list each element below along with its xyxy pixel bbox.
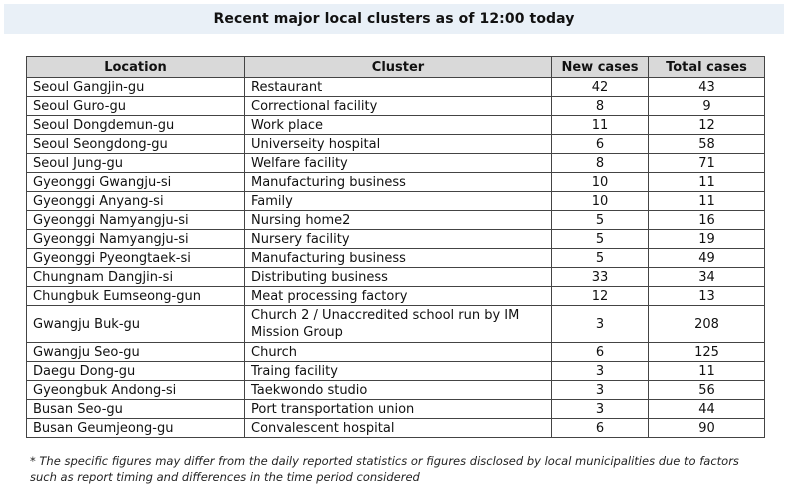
title-bar	[4, 4, 784, 34]
table-row	[27, 173, 765, 192]
cluster-cell: Meat processing factory	[245, 287, 552, 306]
location-cell: Busan Seo-gu	[27, 400, 245, 419]
new-cases-cell: 6	[552, 135, 649, 154]
cluster-cell: Work place	[245, 116, 552, 135]
new-cases-cell: 3	[552, 362, 649, 381]
table-row	[27, 381, 765, 400]
table-row	[27, 419, 765, 438]
new-cases-cell: 6	[552, 343, 649, 362]
cluster-cell: Correctional facility	[245, 97, 552, 116]
table-row	[27, 249, 765, 268]
header-cluster: Cluster	[245, 57, 552, 78]
location-cell: Seoul Guro-gu	[27, 97, 245, 116]
total-cases-cell: 12	[649, 116, 765, 135]
cluster-cell: Convalescent hospital	[245, 419, 552, 438]
table-row	[27, 287, 765, 306]
new-cases-cell: 6	[552, 419, 649, 438]
new-cases-cell: 42	[552, 78, 649, 97]
new-cases-cell: 5	[552, 230, 649, 249]
location-cell: Chungnam Dangjin-si	[27, 268, 245, 287]
total-cases-cell: 19	[649, 230, 765, 249]
location-cell: Seoul Seongdong-gu	[27, 135, 245, 154]
table-row	[27, 400, 765, 419]
location-cell: Gyeonggi Namyangju-si	[27, 230, 245, 249]
new-cases-cell: 12	[552, 287, 649, 306]
table-row	[27, 135, 765, 154]
new-cases-cell: 10	[552, 192, 649, 211]
cluster-cell: Distributing business	[245, 268, 552, 287]
total-cases-cell: 71	[649, 154, 765, 173]
page-title: Recent major local clusters as of 12:00 today	[213, 11, 575, 27]
header-new-cases: New cases	[552, 57, 649, 78]
total-cases-cell: 16	[649, 211, 765, 230]
total-cases-cell: 56	[649, 381, 765, 400]
cluster-cell: Manufacturing business	[245, 249, 552, 268]
total-cases-cell: 44	[649, 400, 765, 419]
cluster-cell: Restaurant	[245, 78, 552, 97]
table-row	[27, 116, 765, 135]
total-cases-cell: 49	[649, 249, 765, 268]
table-row	[27, 154, 765, 173]
table-row	[27, 268, 765, 287]
location-cell: Gyeongbuk Andong-si	[27, 381, 245, 400]
total-cases-cell: 11	[649, 173, 765, 192]
total-cases-cell: 125	[649, 343, 765, 362]
new-cases-cell: 8	[552, 154, 649, 173]
new-cases-cell: 33	[552, 268, 649, 287]
cluster-cell: Family	[245, 192, 552, 211]
table-row	[27, 343, 765, 362]
table-row	[27, 306, 765, 343]
new-cases-cell: 8	[552, 97, 649, 116]
location-cell: Seoul Dongdemun-gu	[27, 116, 245, 135]
location-cell: Gyeonggi Gwangju-si	[27, 173, 245, 192]
header-location: Location	[27, 57, 245, 78]
new-cases-cell: 3	[552, 381, 649, 400]
header-row	[27, 57, 765, 78]
location-cell: Gyeonggi Anyang-si	[27, 192, 245, 211]
cluster-cell: Traing facility	[245, 362, 552, 381]
header-total-cases: Total cases	[649, 57, 765, 78]
location-cell: Busan Geumjeong-gu	[27, 419, 245, 438]
table-row	[27, 362, 765, 381]
location-cell: Seoul Gangjin-gu	[27, 78, 245, 97]
total-cases-cell: 13	[649, 287, 765, 306]
new-cases-cell: 5	[552, 249, 649, 268]
location-cell: Chungbuk Eumseong-gun	[27, 287, 245, 306]
location-cell: Seoul Jung-gu	[27, 154, 245, 173]
new-cases-cell: 3	[552, 306, 649, 343]
total-cases-cell: 58	[649, 135, 765, 154]
cluster-cell: Manufacturing business	[245, 173, 552, 192]
location-cell: Daegu Dong-gu	[27, 362, 245, 381]
total-cases-cell: 11	[649, 192, 765, 211]
cluster-cell: Welfare facility	[245, 154, 552, 173]
cluster-cell: Port transportation union	[245, 400, 552, 419]
table-row	[27, 230, 765, 249]
total-cases-cell: 9	[649, 97, 765, 116]
footnote: * The specific figures may differ from the daily reported statistics or figures disclosed by local municipalities due to factors such as report timing and differences in the time period considered	[30, 454, 739, 484]
cluster-cell: Church	[245, 343, 552, 362]
table-row	[27, 78, 765, 97]
table-row	[27, 192, 765, 211]
clusters-table	[26, 56, 765, 438]
total-cases-cell: 11	[649, 362, 765, 381]
new-cases-cell: 10	[552, 173, 649, 192]
location-cell: Gyeonggi Pyeongtaek-si	[27, 249, 245, 268]
table-row	[27, 97, 765, 116]
location-cell: Gyeonggi Namyangju-si	[27, 211, 245, 230]
location-cell: Gwangju Seo-gu	[27, 343, 245, 362]
total-cases-cell: 90	[649, 419, 765, 438]
total-cases-cell: 43	[649, 78, 765, 97]
cluster-cell: Nursery facility	[245, 230, 552, 249]
new-cases-cell: 11	[552, 116, 649, 135]
table-row	[27, 211, 765, 230]
total-cases-cell: 34	[649, 268, 765, 287]
cluster-cell: Church 2 / Unaccredited school run by IM Mission Group	[245, 306, 552, 343]
new-cases-cell: 3	[552, 400, 649, 419]
total-cases-cell: 208	[649, 306, 765, 343]
cluster-cell: Nursing home2	[245, 211, 552, 230]
location-cell: Gwangju Buk-gu	[27, 306, 245, 343]
cluster-cell: Taekwondo studio	[245, 381, 552, 400]
cluster-cell: Universeity hospital	[245, 135, 552, 154]
new-cases-cell: 5	[552, 211, 649, 230]
